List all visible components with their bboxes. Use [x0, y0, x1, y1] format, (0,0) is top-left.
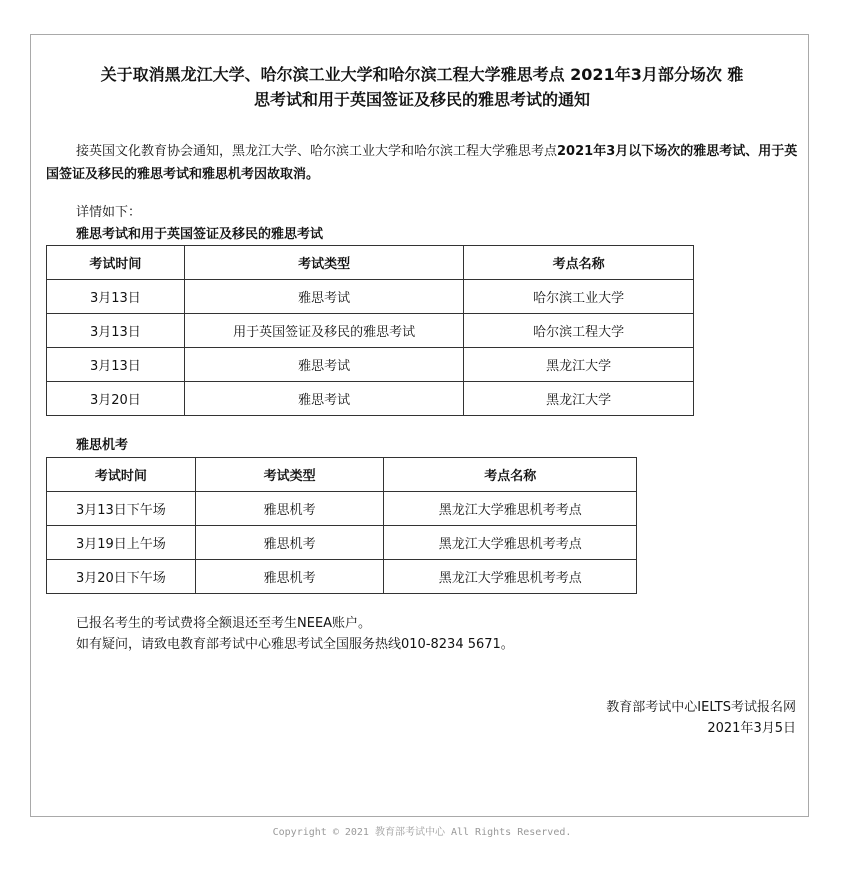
- cell-venue: 黑龙江大学雅思机考考点: [384, 526, 637, 560]
- details-label: 详情如下：: [76, 205, 142, 220]
- cell-date: 3月13日: [47, 314, 185, 348]
- cell-type: 雅思机考: [195, 526, 384, 560]
- cell-type: 雅思机考: [195, 492, 384, 526]
- table-header-row: [47, 458, 637, 492]
- refund-note: 已报名考生的考试费将全额退还至考生NEEA账户。: [76, 616, 372, 631]
- intro-paragraph: [46, 140, 798, 186]
- signature-date: 2021年3月5日: [707, 721, 796, 736]
- title-line-1: 关于取消黑龙江大学、哈尔滨工业大学和哈尔滨工程大学雅思考点 2021年3月部分场次 雅: [100, 65, 744, 84]
- header-exam-type: 考试类型: [184, 246, 464, 280]
- cell-type: 雅思考试: [184, 348, 464, 382]
- cell-date: 3月13日: [47, 280, 185, 314]
- cell-venue: 黑龙江大学: [464, 382, 694, 416]
- intro-normal-text: 接英国文化教育协会通知，黑龙江大学、哈尔滨工业大学和哈尔滨工程大学雅思考点: [76, 144, 558, 159]
- header-venue: 考点名称: [384, 458, 637, 492]
- cell-type: 雅思机考: [195, 560, 384, 594]
- cell-type: 雅思考试: [184, 280, 464, 314]
- cell-venue: 黑龙江大学雅思机考考点: [384, 492, 637, 526]
- table1-heading: 雅思考试和用于英国签证及移民的雅思考试: [76, 227, 324, 242]
- table-row: [47, 526, 637, 560]
- header-exam-date: 考试时间: [47, 246, 185, 280]
- table-row: [47, 314, 694, 348]
- title-line-2: 思考试和用于英国签证及移民的雅思考试的通知: [253, 90, 590, 109]
- cell-date: 3月20日: [47, 382, 185, 416]
- table-header-row: [47, 246, 694, 280]
- table2-heading: 雅思机考: [76, 438, 129, 453]
- ielts-cbt-table: [46, 457, 637, 594]
- table-row: [47, 492, 637, 526]
- cell-date: 3月20日下午场: [47, 560, 196, 594]
- ielts-exam-table: [46, 245, 694, 416]
- cell-type: 用于英国签证及移民的雅思考试: [184, 314, 464, 348]
- copyright-footer: Copyright © 2021 教育部考试中心 All Rights Reserved.: [272, 827, 572, 838]
- cell-venue: 黑龙江大学: [464, 348, 694, 382]
- cell-date: 3月13日下午场: [47, 492, 196, 526]
- signature-org: 教育部考试中心IELTS考试报名网: [606, 700, 796, 715]
- cell-venue: 哈尔滨工业大学: [464, 280, 694, 314]
- cell-date: 3月19日上午场: [47, 526, 196, 560]
- header-venue: 考点名称: [464, 246, 694, 280]
- intro-bold-text: 2021年3月以下场次的雅思考试、用于英国签证及移民的雅思考试和雅思机考因故取消。: [46, 144, 798, 182]
- header-exam-type: 考试类型: [195, 458, 384, 492]
- table-row: [47, 560, 637, 594]
- table-row: [47, 382, 694, 416]
- cell-venue: 哈尔滨工程大学: [464, 314, 694, 348]
- cell-venue: 黑龙江大学雅思机考考点: [384, 560, 637, 594]
- contact-note: 如有疑问，请致电教育部考试中心雅思考试全国服务热线010-8234 5671。: [76, 637, 514, 652]
- table-row: [47, 348, 694, 382]
- cell-type: 雅思考试: [184, 382, 464, 416]
- cell-date: 3月13日: [47, 348, 185, 382]
- table-row: [47, 280, 694, 314]
- header-exam-date: 考试时间: [47, 458, 196, 492]
- notice-title: [44, 62, 800, 112]
